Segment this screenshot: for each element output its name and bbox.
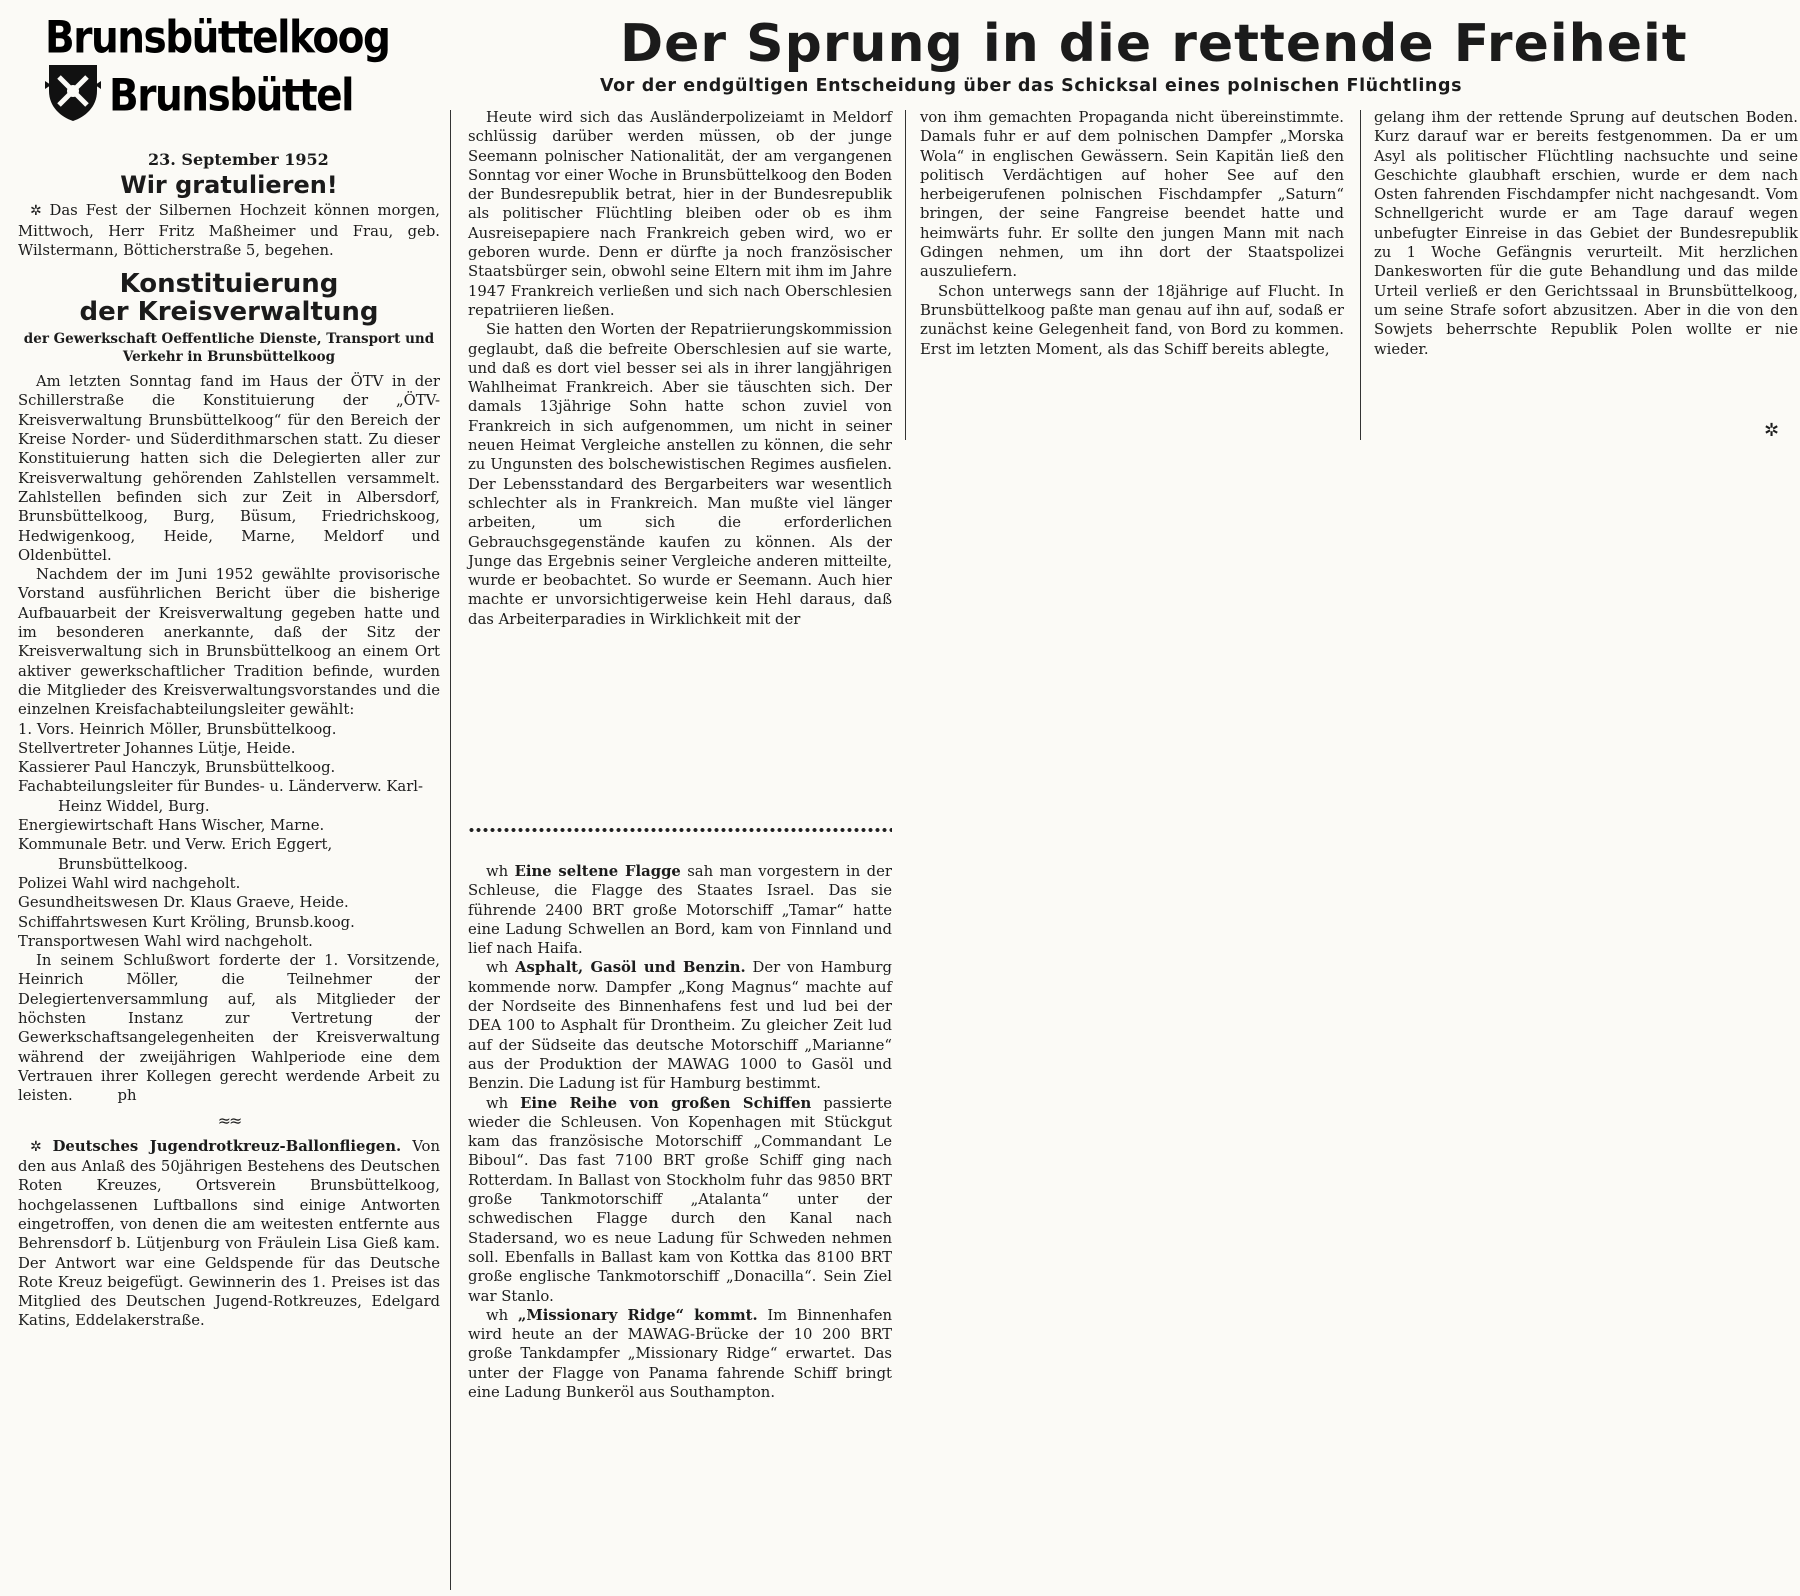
list-item: Transportwesen Wahl wird nachgeholt. [18, 932, 313, 950]
list-item: Stellvertreter Johannes Lütje, Heide. [18, 739, 296, 757]
shipping-brief: wh Eine Reihe von großen Schiffen passierte wieder die Schleusen. Von Kopenhagen mit Stückgut kam das französische Motorschiff „Commandant Le Biboul“. Das fast 7100 BRT große Schiff ging nach Rotterdam. In Ballast von Stockholm fuhr das 9850 BRT große Tankmotorschiff „Atalanta“ unter der schwedischen Flagge durch den Kanal nach Stadersand, wo es neue Ladung für Schweden nehmen soll. Ebenfalls in Ballast kam von Kottka das 8100 BRT große englische Tankmotorschiff „Donacilla“. Sein Ziel war Stanlo. [468, 1094, 892, 1305]
list-item: Kassierer Paul Hanczyk, Brunsbüttelkoog. [18, 759, 336, 777]
list-item: Energiewirtschaft Hans Wischer, Marne. [18, 817, 325, 835]
congrats-paragraph: ✲ Das Fest der Silbernen Hochzeit können morgen, Mittwoch, Herr Fritz Maßheimer und Frau, geb. Wilstermann, Bötticherstraße 5, begehen. [18, 202, 440, 259]
masthead-line2: Brunsbüttel [109, 69, 353, 122]
otv-paragraph-1: Am letzten Sonntag fand im Haus der ÖTV in der Schillerstraße die Konstituierung der „ÖTV-Kreisverwaltung Brunsbüttelkoog“ für den Bereich der Kreise Norder- und Süderdithmarschen statt. Zu dieser Konstituierung hatten sich die Delegierten aller zur Kreisverwaltung gehörenden Zahlstellen versammelt. Zahlstellen befinden sich zur Zeit in Albersdorf, Brunsbüttelkoog, Burg, Büsum, Friedrichskoog, Hedwigenkoog, Heide, Marne, Meldorf und Oldenbüttel. [18, 373, 440, 564]
list-item: Kommunale Betr. und Verw. Erich Eggert, Brunsbüttelkoog. [18, 836, 333, 873]
list-item: Schiffahrtswesen Kurt Kröling, Brunsb.koog. [18, 913, 355, 931]
otv-subtitle: der Gewerkschaft Oeffentliche Dienste, Transport und Verkehr in Brunsbüttelkoog [23, 331, 435, 366]
story-paragraph: gelang ihm der rettende Sprung auf deutschen Boden. Kurz darauf war er bereits festgenommen. Da er um Asyl als politischer Flüchtling nachsuchte und seine Geschichte glaubhaft erschien, wurde er dem nach Osten fahrenden Fischdampfer nicht nachgesandt. Vom Schnellgericht wurde er am Tage darauf wegen unbefugter Einreise in das Gebiet der Bundesrepublik zu 1 Woche Gefängnis verurteilt. Mit herzlichen Dankesworten für die gute Behandlung und das milde Urteil verließ er den Gerichtssaal in Brunsbüttelkoog, um seine Strafe sofort abzusitzen. Aber in die von den Sowjets beherrschte Republik Polen wollte er nie wieder. [1374, 109, 1798, 358]
masthead-line1: Brunsbüttelkoog [45, 12, 390, 64]
star-icon: ✲ [30, 203, 50, 220]
issue-date: 23. September 1952 [148, 150, 329, 169]
story-paragraph: Sie hatten den Worten der Repatriierungskommission geglaubt, daß die befreite Oberschlesien auf sie warte, und daß es dort viel besser sei als in ihrer langjährigen Wahlheimat Frankreich. Aber sie täuschten sich. Der damals 13jährige Sohn hatte schon zuviel von Frankreich in sich aufgenommen, um nicht in seiner neuen Heimat Vergleiche anstellen zu können, die sehr zu Ungunsten des bolschewistischen Regimes ausfielen. Der Lebensstandard des Bergarbeiters war wesentlich schlechter als in Frankreich. Man mußte viel länger arbeiten, um sich die erforderlichen Gebrauchsgegenstände kaufen zu können. Als der Junge das Ergebnis seiner Vergleiche anderen mitteilte, wurde er beobachtet. So wurde er Seemann. Auch hier machte er unvorsichtigerweise kein Hehl daraus, daß das Arbeiterparadies in Wirklichkeit mit der [468, 321, 892, 628]
otv-board-list [18, 720, 440, 952]
list-item: Fachabteilungsleiter für Bundes- u. Länderverw. Karl-Heinz Widdel, Burg. [18, 778, 424, 815]
column-rule [1360, 110, 1361, 440]
shipping-brief: wh Eine seltene Flagge sah man vorgestern in der Schleuse, die Flagge des Staates Israel. Das sie führende 2400 BRT große Motorschiff „Tamar“ hatte eine Ladung Schwellen an Bord, kam von Finnland und lief nach Haifa. [468, 863, 892, 958]
masthead [45, 12, 405, 132]
dotted-separator [468, 827, 892, 833]
story-column-1 [468, 108, 892, 629]
otv-paragraph-2: Nachdem der im Juni 1952 gewählte provisorische Vorstand ausführlichen Bericht über die bisherige Aufbauarbeit der Kreisverwaltung gegeben hatte und im besonderen anerkannte, daß der Sitz der Kreisverwaltung sich in Brunsbüttelkoog an einem Ort aktiver gewerkschaftlicher Tradition befinde, wurden die Mitglieder des Kreisverwaltungsvorstandes und die einzelnen Kreisfachabteilungsleiter gewählt: [18, 566, 440, 719]
coat-of-arms-icon [45, 61, 101, 123]
story-paragraph: von ihm gemachten Propaganda nicht übereinstimmte. Damals fuhr er auf dem polnischen Dampfer „Morska Wola“ in englischen Gewässern. Sein Kapitän ließ den politisch Verdächtigen auf hoher See auf den herbeigerufenen polnischen Fischdampfer „Saturn“ bringen, der seine Fangreise beendet hatte und heimwärts fuhr. Er sollte den jungen Mann mit nach Gdingen nehmen, um ihn dort der Staatspolizei auszuliefern. [920, 109, 1344, 281]
star-icon: ✲ [30, 1138, 53, 1155]
column-rule [905, 110, 906, 440]
main-subheadline: Vor der endgültigen Entscheidung über das Schicksal eines polnischen Flüchtlings [600, 76, 1463, 96]
shipping-column [468, 862, 892, 1402]
author-initials: ph [117, 1087, 137, 1105]
otv-heading: Konstituierung der Kreisverwaltung [79, 269, 379, 328]
drk-paragraph: ✲ Deutsches Jugendrotkreuz-Ballonfliegen. Von den aus Anlaß des 50jährigen Bestehens des Deutschen Roten Kreuzes, Ortsverein Brunsbüttelkoog, hochgelassenen Luftballons sind einige Antworten eingetroffen, von denen die am weitesten entfernte aus Behrensdorf b. Lütjenburg von Fräulein Lisa Gieß kam. Der Antwort war eine Geldspende für das Deutsche Rote Kreuz beigefügt. Gewinnerin des 1. Preises ist das Mitglied des Deutschen Jugend-Rotkreuzes, Edelgard Katins, Eddelakerstraße. [18, 1137, 440, 1330]
separator: ≈≈ [217, 1111, 241, 1131]
main-headline: Der Sprung in die rettende Freiheit [620, 14, 1688, 74]
shipping-brief: wh Asphalt, Gasöl und Benzin. Der von Hamburg kommende norw. Dampfer „Kong Magnus“ machte auf der Nordseite des Binnenhafens fest und lud bei der DEA 100 to Asphalt für Drontheim. Zu gleicher Zeit lud auf der Südseite das deutsche Motorschiff „Marianne“ aus der Produktion der MAWAG 1000 to Gasöl und Benzin. Die Ladung ist für Hamburg bestimmt. [468, 959, 892, 1093]
congrats-heading: Wir gratulieren! [120, 171, 338, 199]
shipping-brief: wh „Missionary Ridge“ kommt. Im Binnenhafen wird heute an der MAWAG-Brücke der 10 200 BRT große Tankdampfer „Missionary Ridge“ erwartet. Das unter der Flagge von Panama fahrende Schiff bringt eine Ladung Bunkeröl aus Southampton. [468, 1306, 892, 1402]
left-column [18, 171, 440, 1331]
story-column-2 [920, 108, 1344, 359]
story-paragraph: Schon unterwegs sann der 18jährige auf Flucht. In Brunsbüttelkoog paßte man genau auf ihn auf, sodaß er zunächst keine Gelegenheit fand, von Bord zu kommen. Erst im letzten Moment, als das Schiff bereits ablegte, [920, 282, 1344, 358]
list-item: Polizei Wahl wird nachgeholt. [18, 874, 241, 892]
column-rule [450, 110, 451, 1590]
story-paragraph: Heute wird sich das Ausländerpolizeiamt in Meldorf schlüssig darüber werden müssen, ob der junge Seemann polnischer Nationalität, der am vergangenen Sonntag vor einer Woche in Brunsbüttelkoog den Boden der Bundesrepublik betrat, hier in der Bundesrepublik als politischer Flüchtling bleiben oder ob es ihm Ausreisepapiere nach Frankreich geben wird, wo er geboren wurde. Denn er dürfte ja noch französischer Staatsbürger sein, obwohl seine Eltern mit ihm im Jahre 1947 Frankreich verließen und sich nach Oberschlesien repatriieren ließen. [468, 109, 892, 319]
list-item: 1. Vors. Heinrich Möller, Brunsbüttelkoog. [18, 720, 337, 738]
story-column-3 [1374, 108, 1798, 359]
otv-paragraph-3: In seinem Schlußwort forderte der 1. Vorsitzende, Heinrich Möller, die Teilnehmer der Delegiertenversammlung auf, als Mitglieder der höchsten Instanz zur Vertretung der Gewerkschaftsangelegenheiten der Kreisverwaltung während der zweijährigen Wahlperiode eine dem Vertrauen ihrer Kollegen gerecht werdende Arbeit zu leisten. ph [18, 952, 440, 1105]
end-star-icon: ✲ [1764, 420, 1780, 441]
list-item: Gesundheitswesen Dr. Klaus Graeve, Heide. [18, 894, 349, 912]
